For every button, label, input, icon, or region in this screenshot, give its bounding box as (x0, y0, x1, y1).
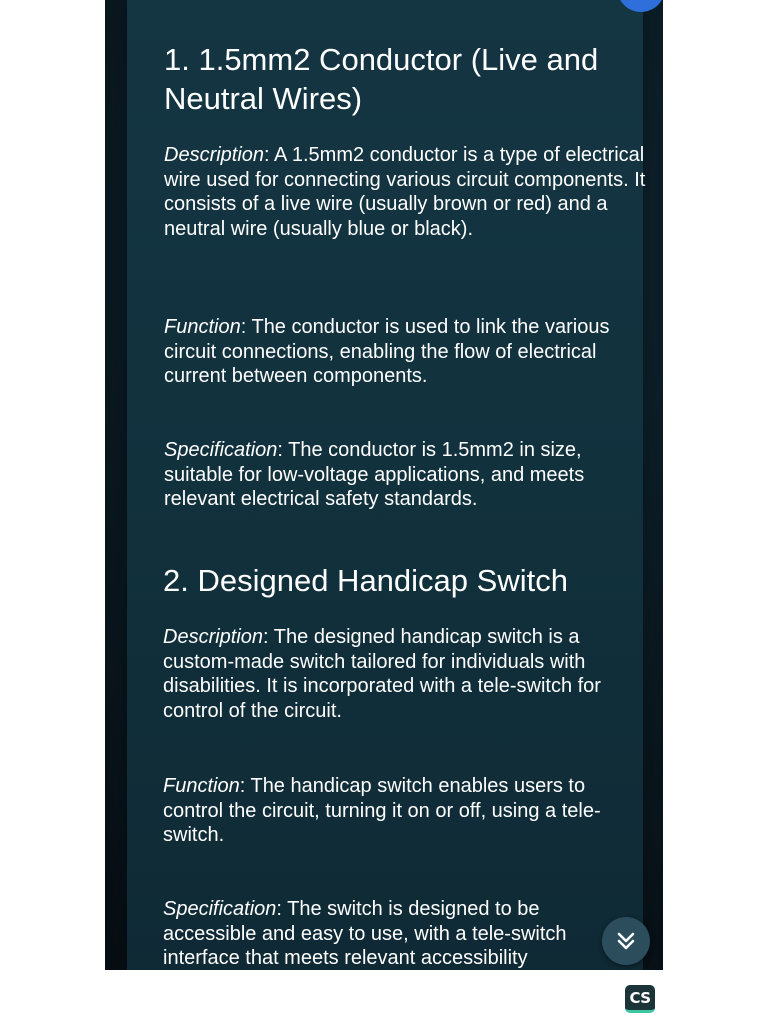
description-text: : A 1.5mm2 conductor is a type of electrical wire used for connecting various circuit components. It consists of a live wire (usually brown or red) and a neutral wire (usually blue or black). (164, 144, 646, 240)
function-paragraph (164, 315, 650, 389)
description-paragraph (164, 143, 650, 241)
function-label: Function (163, 775, 240, 797)
section-title: 1. 1.5mm2 Conductor (Live and Neutral Wires) (164, 42, 599, 116)
specification-label: Specification (163, 898, 277, 920)
response-card (127, 0, 646, 970)
function-label: Function (164, 316, 241, 338)
avatar[interactable] (617, 0, 663, 12)
chat-screen (105, 0, 663, 970)
specification-paragraph (164, 438, 650, 512)
function-text: : The conductor is used to link the various circuit connections, enabling the flow of electrical current between components. (164, 316, 610, 388)
function-text: : The handicap switch enables users to control the circuit, turning it on or off, using a tele-switch. (163, 775, 601, 847)
specification-text: : The switch is designed to be accessible and easy to use, with a tele-switch interface that meets relevant accessibility (163, 898, 567, 970)
specification-paragraph (163, 897, 613, 970)
function-paragraph (163, 774, 649, 848)
section-title: 2. Designed Handicap Switch (163, 563, 568, 598)
double-chevron-down-icon (614, 929, 638, 953)
specification-text: : The conductor is 1.5mm2 in size, suitable for low-voltage applications, and meets relevant electrical safety standards. (164, 439, 585, 511)
specification-label: Specification (164, 439, 278, 461)
description-label: Description (164, 144, 265, 166)
scroll-down-button[interactable] (602, 917, 650, 965)
description-label: Description (163, 626, 264, 648)
camscanner-watermark-logo: CS (625, 985, 655, 1013)
description-paragraph (163, 625, 649, 723)
description-text: : The designed handicap switch is a custom-made switch tailored for individuals with disabilities. It is incorporated with a tele-switch for control of the circuit. (163, 626, 601, 722)
